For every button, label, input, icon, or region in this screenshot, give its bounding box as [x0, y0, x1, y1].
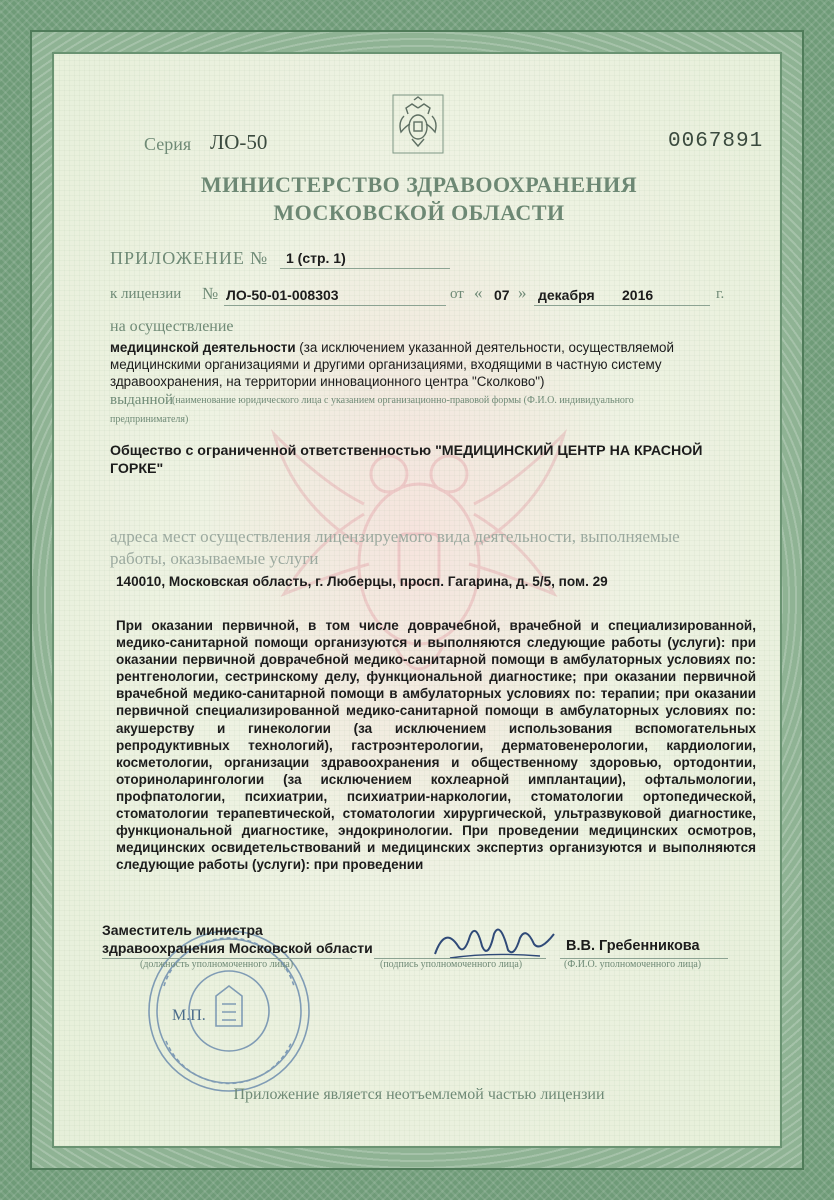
signature-caption: (подпись уполномоченного лица) [380, 959, 523, 970]
activity-label: на осуществление [110, 318, 234, 335]
organization-name: Общество с ограниченной ответственностью "МЕДИЦИНСКИЙ ЦЕНТР НА КРАСНОЙ ГОРКЕ" [110, 443, 703, 477]
signer-name: В.В. Гребенникова [566, 938, 700, 954]
appendix-number-value: 1 (стр. 1) [286, 250, 346, 266]
signer-position-line-2: здравоохранения Московской области [102, 940, 373, 956]
license-day: 07 [494, 287, 510, 303]
document-paper [52, 52, 782, 1148]
appendix-underline [280, 268, 450, 269]
issued-label: выданной [110, 392, 174, 408]
seal-place-label: М.П. [172, 1007, 206, 1024]
license-underline [224, 305, 446, 306]
license-number-value: ЛО-50-01-008303 [226, 287, 339, 303]
ministry-title-line-2: МОСКОВСКОЙ ОБЛАСТИ [273, 200, 565, 225]
activity-address: 140010, Московская область, г. Люберцы, просп. Гагарина, д. 5/5, пом. 29 [116, 574, 608, 589]
series-label: Серия [144, 134, 192, 154]
services-list-text: При оказании первичной, в том числе доврачебной, врачебной и специализированной, медико-санитарной помощи организуются и выполняются следующие работы (услуги): при оказании первичной доврачебной медико-санитарной помощи в амбулаторных условиях по: рентгенологии, сестринскому делу, функциональной диагностике; при оказании первичной врачебной медико-санитарной помощи в амбулаторных условиях по: терапии; при оказании первичной специализированной медико-санитарной помощи в амбулаторных условиях по: акушерству и гинекологии (за исключением использования вспомогательных репродуктивных технологий), гастроэнтерологии, дерматовенерологии, кардиологии, косметологии, организации здравоохранения и общественному здоровью, ортодонтии, оториноларингологии (за исключением кохлеарной имплантации), офтальмологии, профпатологии, психиатрии, психиатрии-наркологии, стоматологии ортопедической, стоматологии терапевтической, стоматологии хирургической, ультразвуковой диагностике, функциональной диагностике, эндокринологии. При проведении медицинских осмотров, медицинских освидетельствований и медицинских экспертиз организуются и выполняются следующие работы (услуги): при проведении [116, 618, 756, 873]
issued-caption-line-2: предпринимателя) [110, 414, 189, 425]
appendix-label: ПРИЛОЖЕНИЕ [110, 248, 245, 268]
license-year: 2016 [622, 287, 654, 303]
activity-details: (за исключением указанной деятельности, осуществляемой медицинскими организациями и другими организациями, входящими в частную систему здравоохранения, на территории инновационного центра "Сколково") [110, 340, 674, 389]
series-value: ЛО-50 [210, 130, 268, 154]
state-emblem-icon [392, 94, 444, 154]
issued-caption-line-1: (наименование юридического лица с указанием организационно-правовой формы (Ф.И.О. индивидуального [172, 395, 634, 406]
license-label: к лицензии [110, 286, 182, 302]
position-caption: (должность уполномоченного лица) [140, 959, 294, 970]
date-underline [534, 305, 710, 306]
appendix-number-sign: № [250, 248, 268, 268]
signer-position-line-1: Заместитель министра [102, 922, 263, 938]
date-quote-open: « [474, 283, 483, 302]
fio-caption: (Ф.И.О. уполномоченного лица) [564, 959, 702, 970]
license-number-sign: № [202, 284, 219, 303]
license-month: декабря [538, 287, 595, 303]
ministry-title-line-1: МИНИСТЕРСТВО ЗДРАВООХРАНЕНИЯ [200, 172, 638, 197]
date-quote-close: » [518, 283, 527, 302]
activity-description [110, 339, 730, 390]
date-from-label: от [450, 286, 464, 302]
activity-name: медицинской деятельности [110, 340, 296, 355]
year-suffix: г. [716, 286, 725, 302]
footer-note: Приложение является неотъемлемой частью лицензии [233, 1086, 605, 1103]
form-number: 0067891 [668, 130, 764, 153]
address-section-label: адреса мест осуществления лицензируемого вида деятельности, выполняемые работы, оказываемые услуги [110, 527, 680, 568]
